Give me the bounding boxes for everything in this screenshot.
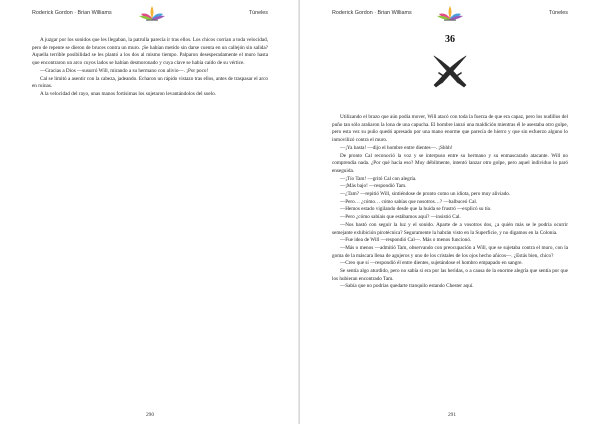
paragraph: —¿Tam? —repitió Will, sintiéndose de pronto como un idiota, pero muy aliviado.	[340, 191, 511, 198]
paragraph: De pronto Cal reconoció la voz y se interpuso entre su hermano y su enmascarado atacante. Will no comprendía nada. ¿Por qué hacía eso? Muy débilmente, intentó lanzar otro golpe, pero aquel individuo lo paró enseguida.	[332, 152, 568, 174]
right-header-title: Túneles	[548, 10, 568, 16]
right-header-author: Roderick Gordon · Brian Williams	[332, 10, 412, 16]
paragraph: —¡Ya basta! —dijo el hombre entre dientes—. ¡Shhh!	[340, 144, 453, 151]
publisher-logo	[436, 5, 464, 21]
publisher-logo	[138, 5, 166, 21]
paragraph: —Pero… ¿cómo… cómo sabías que nosotros…? —balbuceó Cal.	[340, 198, 478, 205]
paragraph: —Fue idea de Will —respondió Cal—. Más o menos funcionó.	[340, 237, 472, 244]
paragraph: A juzgar por los sonidos que les llegaban, la patrulla parecía ir tras ellos. Los chicos corrían a toda velocidad, pero de repente se dieron de bruces contra un muro. ¡Se habían metido sin darse cuenta en un callejón sin salida? Aquella terrible posibilidad se les plantó a los dos al mismo tiempo. Palparon desesperadamente el muro hasta que encontraron un arco cuyos lados se habían desmoronado y cuya clave se había caído de su vértice.	[32, 37, 268, 67]
paragraph: —Pero ¿cómo sabíais que estábamos aquí? —insistió Cal.	[340, 214, 461, 221]
paragraph: A la velocidad del rayo, unas manos fortísimas los sujetaron levantándolos del suelo.	[40, 90, 217, 97]
paragraph: Cal se limitó a asentir con la cabeza, jadeando. Echaron un rápido vistazo tras ellos, antes de traspasar el arco en ruinas.	[32, 75, 268, 90]
left-header-title: Túneles	[248, 10, 268, 16]
crossed-blades-icon	[431, 53, 469, 89]
paragraph: Se sentía algo aturdido, pero no sabía si era por las heridas, o a causa de la enorme alegría que sentía por que los hubieran encontrado Tam.	[332, 268, 568, 282]
paragraph: —Nos bastó con seguir la luz y el sonido. Aparte de a vosotros dos, ¿a quién más se le podría ocurrir semejante exhibición pirotécnica? Seguramente la habrán visto en la Superficie, y no digamos en la Colonia.	[332, 221, 568, 236]
paragraph: —Sabía que no podrías quedarte tranquilo estando Chester aquí.	[340, 283, 474, 290]
right-page-number: 291	[447, 412, 457, 418]
right-page-text	[332, 114, 568, 291]
paragraph: —Hemos estado vigilando desde que la huida se frustró —explicó su tío.	[340, 206, 492, 213]
paragraph: —Creo que sí —respondió él entre dientes, sujetándose el hombro empapado en sangre.	[340, 260, 523, 267]
chapter-number: 36	[445, 34, 455, 45]
paragraph: —¡Más bajo! —respondió Tam.	[340, 183, 407, 190]
paragraph: —¡Tío Tam! —gritó Cal con alegría.	[340, 175, 417, 182]
paragraph: Utilizando el brazo que aún podía mover, Will atacó con toda la fuerza de que era capaz, pero los nudillos del puño tan sólo arañaron la lona de una capucha. El hombre lanzó una maldición mientras él le asestaba otro golpe, pero esta vez su puño quedó apresado por una mano enorme que parecía de hierro y que sin esfuerzo alguno lo inmovilizó contra el muro.	[332, 114, 568, 144]
paragraph: —Más o menos —admitió Tam, observando con preocupación a Will, que se sujetaba contra el muro, con la goma de la máscara llena de agujeros y uno de los cristales de los ojos hecho añicos—. ¿Estás bien, chico?	[332, 244, 568, 259]
paragraph: —Gracias a Dios —susurró Will, mirando a su hermano con alivio—. ¡Por poco!	[40, 67, 209, 74]
left-header-author: Roderick Gordon · Brian Williams	[32, 10, 112, 16]
left-page-number: 290	[145, 412, 155, 418]
right-page	[300, 0, 600, 424]
left-page-text	[32, 37, 268, 99]
